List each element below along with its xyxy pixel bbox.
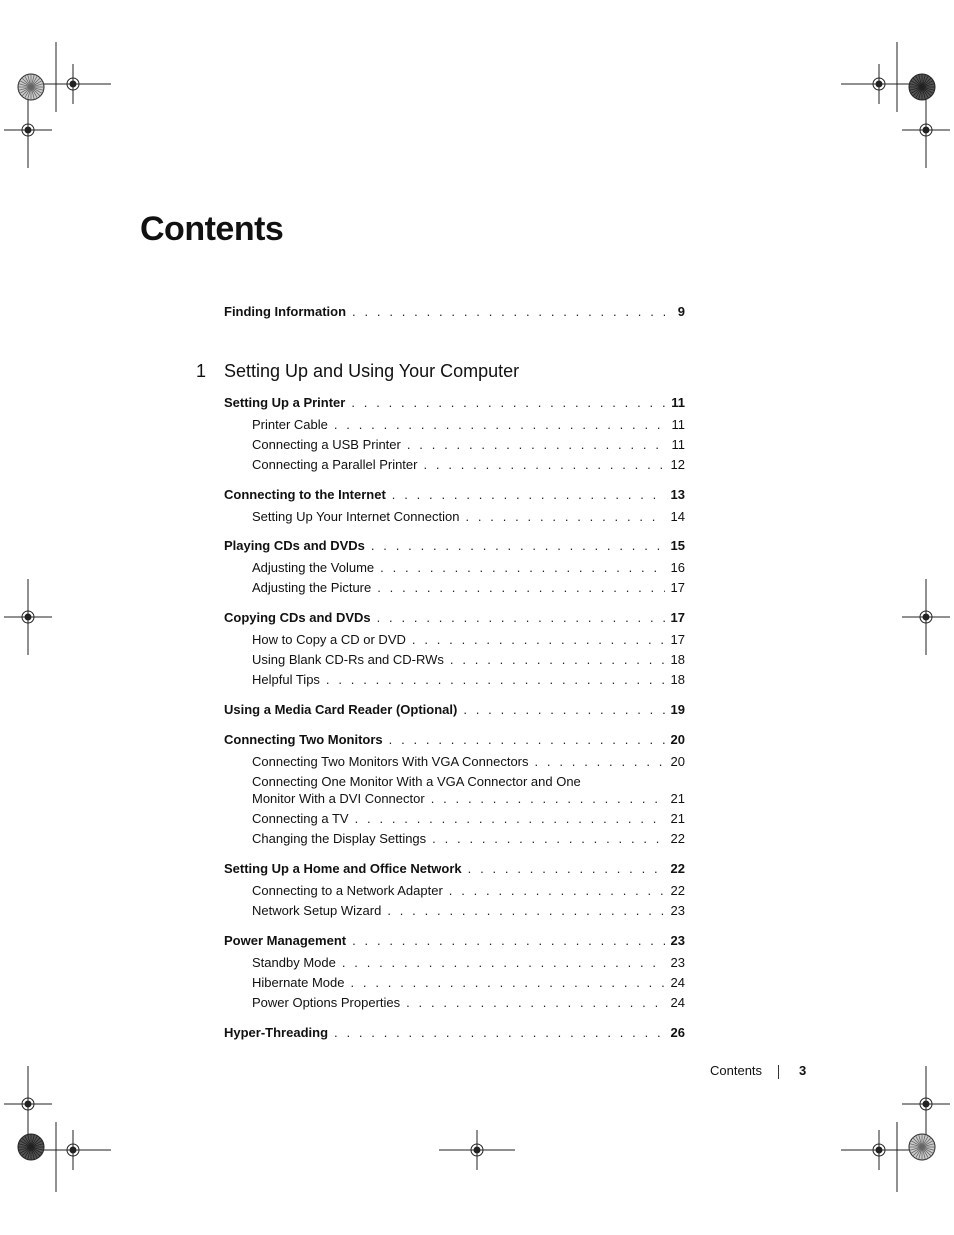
toc-entry-label: Connecting a TV bbox=[252, 811, 349, 826]
toc-item-network-wizard[interactable] bbox=[252, 902, 685, 920]
toc-entry-label: Using a Media Card Reader (Optional) bbox=[224, 702, 458, 717]
toc-entry-page: 20 bbox=[670, 754, 685, 769]
toc-entry-page: 22 bbox=[670, 831, 685, 846]
toc-item-adjusting-volume[interactable] bbox=[252, 559, 685, 577]
dot-leader bbox=[377, 579, 664, 597]
toc-entry-page: 22 bbox=[670, 861, 685, 876]
toc-entry-label: Playing CDs and DVDs bbox=[224, 538, 365, 553]
dot-leader bbox=[387, 902, 664, 920]
dot-leader bbox=[423, 456, 664, 474]
toc-entry-label: Adjusting the Volume bbox=[252, 560, 375, 575]
dot-leader bbox=[352, 303, 665, 321]
toc-item-network-adapter[interactable] bbox=[252, 882, 685, 900]
toc-entry-label: Using Blank CD-Rs and CD-RWs bbox=[252, 652, 444, 667]
dot-leader bbox=[334, 1024, 665, 1042]
toc-item-usb-printer[interactable] bbox=[252, 436, 685, 454]
toc-entry-label: Helpful Tips bbox=[252, 672, 320, 687]
toc-entry-page: 21 bbox=[670, 811, 685, 826]
toc-entry-page: 11 bbox=[671, 417, 685, 432]
toc-entry-page: 24 bbox=[670, 975, 685, 990]
toc-entry-label: Power Management bbox=[224, 933, 347, 948]
toc-entry-finding-information[interactable] bbox=[224, 303, 685, 321]
toc-section-copying-cds[interactable] bbox=[224, 609, 685, 627]
toc-section-media-card-reader[interactable] bbox=[224, 701, 685, 719]
toc-section-power-management[interactable] bbox=[224, 932, 685, 950]
toc-entry-label: Hyper-Threading bbox=[224, 1025, 329, 1040]
toc-entry-page: 17 bbox=[670, 580, 685, 595]
toc-entry-page: 17 bbox=[670, 610, 685, 625]
toc-entry-label: Setting Up Your Internet Connection bbox=[252, 509, 460, 524]
toc-entry-page: 12 bbox=[670, 457, 685, 472]
registration-dot bbox=[923, 127, 929, 133]
registration-dot bbox=[70, 81, 76, 87]
toc-entry-page: 14 bbox=[670, 509, 685, 524]
toc-entry-page: 11 bbox=[671, 395, 685, 410]
toc-entry-page: 11 bbox=[671, 437, 685, 452]
toc-entry-label: Standby Mode bbox=[252, 955, 336, 970]
toc-item-connecting-tv[interactable] bbox=[252, 810, 685, 828]
toc-entry-label: Setting Up a Printer bbox=[224, 395, 346, 410]
toc-section-network[interactable] bbox=[224, 860, 685, 878]
registration-dot bbox=[474, 1147, 480, 1153]
toc-entry-label: Printer Cable bbox=[252, 417, 328, 432]
registration-dot bbox=[923, 1101, 929, 1107]
registration-dot bbox=[70, 1147, 76, 1153]
registration-dot bbox=[25, 1101, 31, 1107]
dot-leader bbox=[371, 537, 665, 555]
toc-entry-page: 9 bbox=[677, 304, 685, 319]
dot-leader bbox=[431, 790, 665, 808]
registration-dot bbox=[876, 81, 882, 87]
chapter-heading[interactable] bbox=[196, 360, 519, 382]
toc-entry-label: Connecting a USB Printer bbox=[252, 437, 401, 452]
toc-item-power-options[interactable] bbox=[252, 994, 685, 1012]
registration-dot bbox=[25, 614, 31, 620]
toc-section-two-monitors[interactable] bbox=[224, 731, 685, 749]
toc-entry-page: 24 bbox=[670, 995, 685, 1010]
footer-separator bbox=[778, 1065, 779, 1079]
toc-item-blank-cds[interactable] bbox=[252, 651, 685, 669]
toc-item-display-settings[interactable] bbox=[252, 830, 685, 848]
toc-entry-label: Changing the Display Settings bbox=[252, 831, 427, 846]
toc-item-vga-dvi[interactable] bbox=[252, 790, 685, 808]
dot-leader bbox=[450, 651, 665, 669]
toc-entry-label: Connecting to the Internet bbox=[224, 487, 386, 502]
toc-item-adjusting-picture[interactable] bbox=[252, 579, 685, 597]
toc-entry-page: 17 bbox=[670, 632, 685, 647]
toc-entry-label: Power Options Properties bbox=[252, 995, 401, 1010]
toc-entry-label: Connecting a Parallel Printer bbox=[252, 457, 418, 472]
dot-leader bbox=[352, 932, 664, 950]
toc-entry-label: Setting Up a Home and Office Network bbox=[224, 861, 462, 876]
toc-entry-page: 23 bbox=[670, 933, 685, 948]
toc-entry-label: Network Setup Wizard bbox=[252, 903, 382, 918]
toc-entry-label: Connecting Two Monitors With VGA Connectors bbox=[252, 754, 529, 769]
toc-entry-page: 19 bbox=[670, 702, 685, 717]
toc-entry-label: Connecting to a Network Adapter bbox=[252, 883, 443, 898]
dot-leader bbox=[342, 954, 665, 972]
dot-leader bbox=[334, 416, 665, 434]
dot-leader bbox=[406, 994, 664, 1012]
toc-section-playing-cds[interactable] bbox=[224, 537, 685, 555]
dot-leader bbox=[468, 860, 665, 878]
toc-entry-label: Adjusting the Picture bbox=[252, 580, 372, 595]
dot-leader bbox=[389, 731, 665, 749]
toc-item-hibernate-mode[interactable] bbox=[252, 974, 685, 992]
toc-entry-page: 20 bbox=[670, 732, 685, 747]
toc-entry-page: 22 bbox=[670, 883, 685, 898]
toc-item-standby-mode[interactable] bbox=[252, 954, 685, 972]
dot-leader bbox=[463, 701, 664, 719]
toc-entry-page: 23 bbox=[670, 955, 685, 970]
chapter-title: Setting Up and Using Your Computer bbox=[224, 361, 520, 381]
registration-dot bbox=[25, 127, 31, 133]
toc-item-internet-connection[interactable] bbox=[252, 508, 685, 526]
toc-item-label-line1[interactable]: Connecting One Monitor With a VGA Connector and One bbox=[252, 774, 581, 789]
dot-leader bbox=[535, 753, 665, 771]
toc-entry-label: Connecting Two Monitors bbox=[224, 732, 383, 747]
toc-entry-page: 23 bbox=[670, 903, 685, 918]
toc-section-setting-up-printer[interactable] bbox=[224, 394, 685, 412]
dot-leader bbox=[407, 436, 665, 454]
toc-entry-page: 13 bbox=[670, 487, 685, 502]
dot-leader bbox=[351, 974, 665, 992]
dot-leader bbox=[380, 559, 664, 577]
toc-section-internet[interactable] bbox=[224, 486, 685, 504]
toc-item-parallel-printer[interactable] bbox=[252, 456, 685, 474]
toc-entry-label: Finding Information bbox=[224, 304, 347, 319]
footer-label: Contents bbox=[710, 1063, 763, 1078]
dot-leader bbox=[412, 631, 665, 649]
toc-entry-label: Monitor With a DVI Connector bbox=[252, 791, 425, 806]
toc-item-helpful-tips[interactable] bbox=[252, 671, 685, 689]
dot-leader bbox=[351, 394, 665, 412]
chapter-number: 1 bbox=[196, 361, 207, 381]
dot-leader bbox=[449, 882, 665, 900]
dot-leader bbox=[392, 486, 665, 504]
dot-leader bbox=[326, 671, 665, 689]
toc-entry-label: How to Copy a CD or DVD bbox=[252, 632, 406, 647]
toc-entry-page: 26 bbox=[670, 1025, 685, 1040]
toc-entry-page: 18 bbox=[670, 672, 685, 687]
toc-entry-page: 15 bbox=[670, 538, 685, 553]
registration-dot bbox=[876, 1147, 882, 1153]
toc-entry-label: Hibernate Mode bbox=[252, 975, 345, 990]
toc-item-copy-cd[interactable] bbox=[252, 631, 685, 649]
dot-leader bbox=[432, 830, 664, 848]
toc-entry-page: 16 bbox=[670, 560, 685, 575]
toc-item-vga-connectors[interactable] bbox=[252, 753, 685, 771]
registration-dot bbox=[923, 614, 929, 620]
footer-page-number: 3 bbox=[799, 1063, 807, 1078]
toc-item-printer-cable[interactable] bbox=[252, 416, 685, 434]
dot-leader bbox=[465, 508, 664, 526]
dot-leader bbox=[377, 609, 665, 627]
toc-entry-page: 18 bbox=[670, 652, 685, 667]
toc-entry-label: Copying CDs and DVDs bbox=[224, 610, 371, 625]
dot-leader bbox=[355, 810, 665, 828]
toc-entry-page: 21 bbox=[670, 791, 685, 806]
page-title: Contents bbox=[140, 210, 284, 248]
toc-section-hyper-threading[interactable] bbox=[224, 1024, 685, 1042]
